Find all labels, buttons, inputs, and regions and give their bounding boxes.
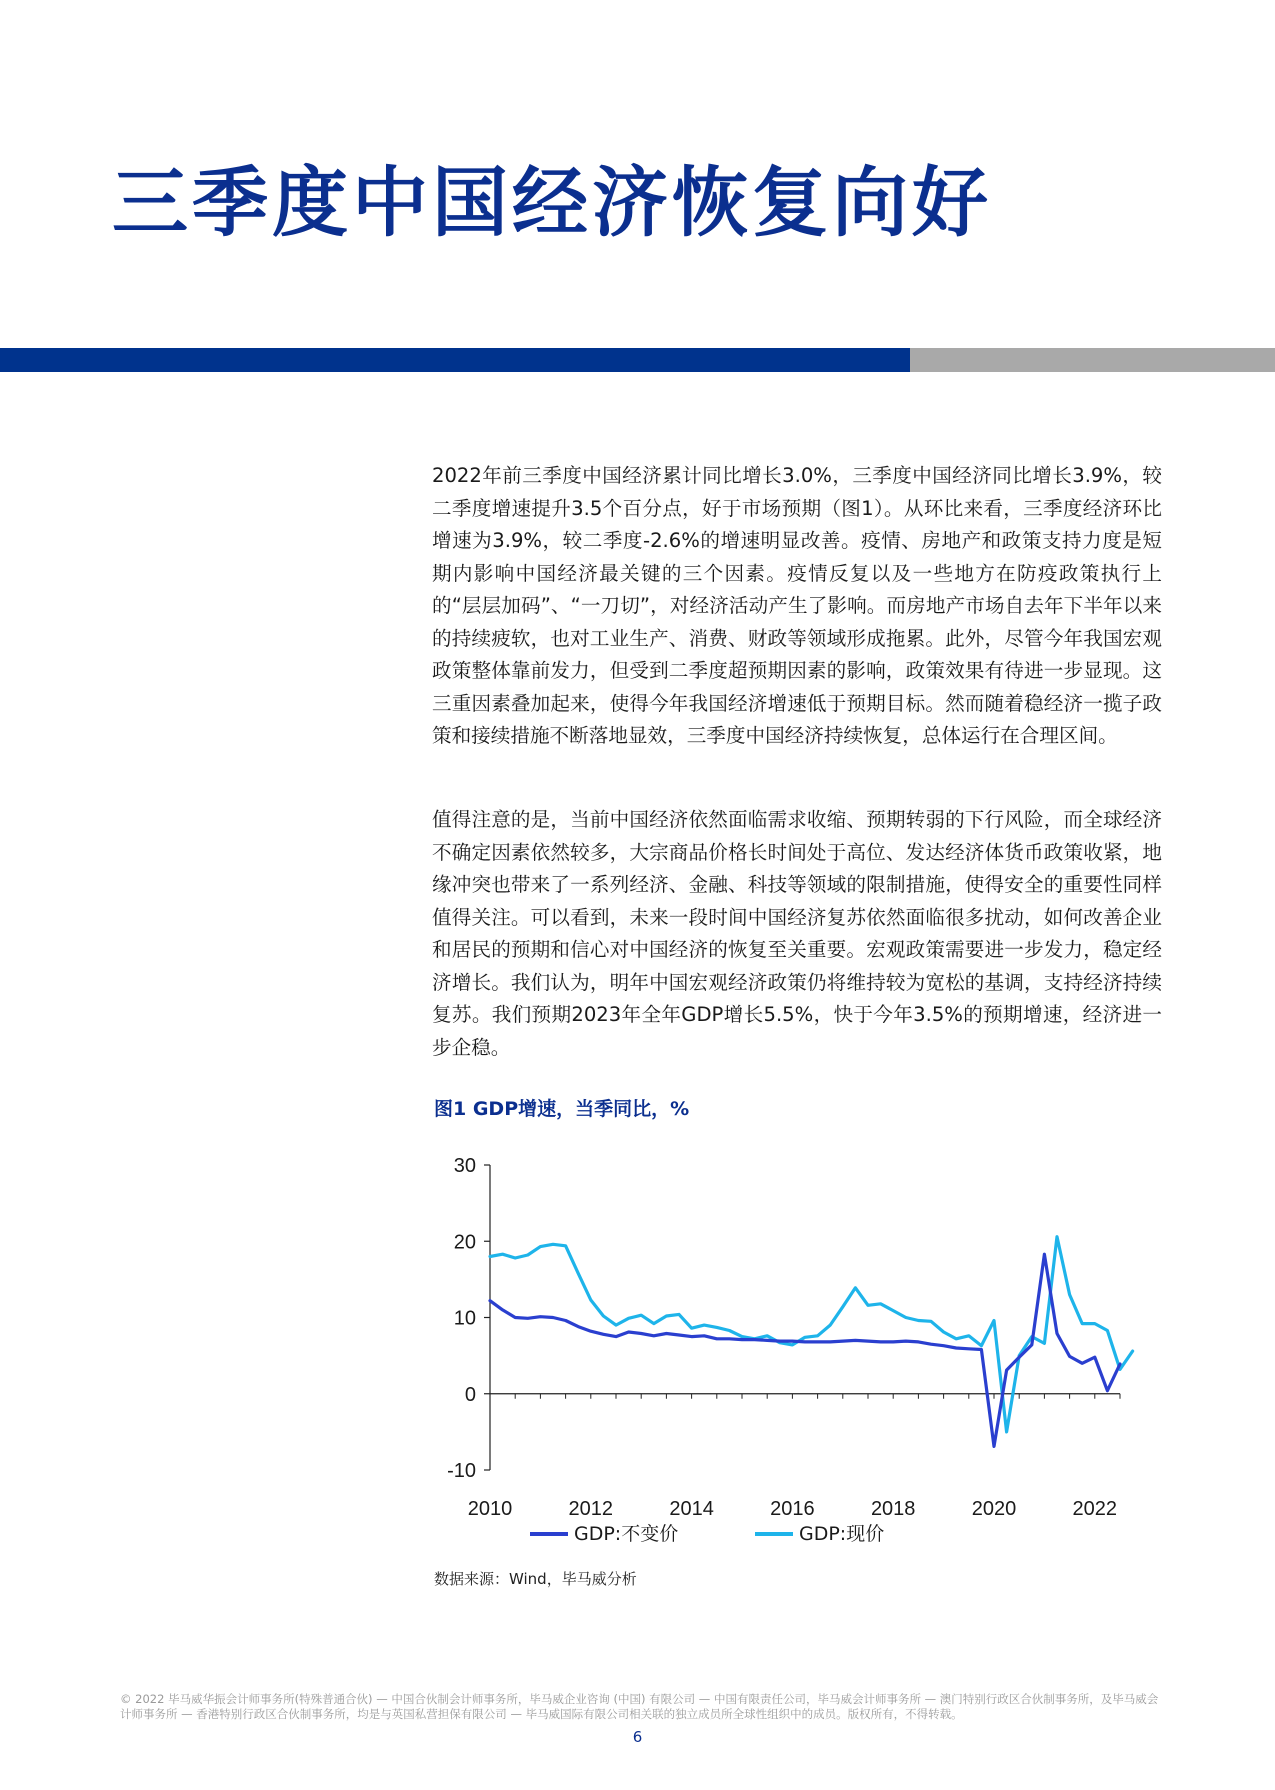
body-paragraph-1: 2022年前三季度中国经济累计同比增长3.0%，三季度中国经济同比增长3.9%，较二季度增速提升3.5个百分点，好于市场预期（图1）。从环比来看，三季度经济环比增速为3.9%，较二季度-2.6%的增速明显改善。疫情、房地产和政策支持力度是短期内影响中国经济最关键的三个因素。疫情反复以及一些地方在防疫政策执行上的“层层加码”、“一刀切”，对经济活动产生了影响。而房地产市场自去年下半年以来的持续疲软，也对工业生产、消费、财政等领域形成拖累。此外，尽管今年我国宏观政策整体靠前发力，但受到二季度超预期因素的影响，政策效果有待进一步显现。这三重因素叠加起来，使得今年我国经济增速低于预期目标。然而随着稳经济一揽子政策和接续措施不断落地显效，三季度中国经济持续恢复，总体运行在合理区间。 [432,464,1162,747]
series-line-nominal [490,1237,1133,1432]
x-tick-label: 2014 [669,1498,714,1520]
x-tick-label: 2010 [467,1498,513,1520]
legend-label-real: GDP:不变价 [574,1523,679,1545]
legend-label-nominal: GDP:现价 [799,1523,885,1545]
x-tick-label: 2018 [870,1498,916,1520]
data-source-note: 数据来源：Wind，毕马威分析 [434,1570,637,1588]
gdp-line-chart [420,1145,1140,1555]
y-tick-label: 20 [453,1231,476,1254]
copyright-footer: © 2022 毕马威华振会计师事务所(特殊普通合伙) — 中国合伙制会计师事务所，毕马威企业咨询 (中国) 有限公司 — 中国有限责任公司，毕马威会计师事务所 — 澳门特别行政区合伙制事务所，及毕马威会计师事务所 — 香港特别行政区合伙制事务所，均是与英国私营担保有限公司 — 毕马威国际有限公司相关联的独立成员所全球性组织中的成员。版权所有，不得转载。 [120,1692,1159,1721]
y-tick-label: -10 [447,1460,476,1482]
x-tick-label: 2012 [568,1498,614,1520]
x-tick-label: 2016 [770,1498,815,1520]
header-band-gray [910,348,1275,372]
figure-title: 图1 GDP增速，当季同比，% [434,1098,690,1120]
header-band-blue [0,348,910,372]
page-title: 三季度中国经济恢复向好 [112,158,992,247]
x-tick-label: 2020 [971,1498,1017,1520]
x-tick-label: 2022 [1072,1498,1118,1520]
y-tick-label: 10 [453,1307,476,1330]
body-paragraph-2: 值得注意的是，当前中国经济依然面临需求收缩、预期转弱的下行风险，而全球经济不确定因素依然较多，大宗商品价格长时间处于高位、发达经济体货币政策收紧，地缘冲突也带来了一系列经济、金融、科技等领域的限制措施，使得安全的重要性同样值得关注。可以看到，未来一段时间中国经济复苏依然面临很多扰动，如何改善企业和居民的预期和信心对中国经济的恢复至关重要。宏观政策需要进一步发力，稳定经济增长。我们认为，明年中国宏观经济政策仍将维持较为宽松的基调，支持经济持续复苏。我们预期2023年全年GDP增长5.5%，快于今年3.5%的预期增速，经济进一步企稳。 [432,808,1162,1059]
y-tick-label: 0 [464,1383,476,1406]
page-number: 6 [632,1728,643,1746]
y-tick-label: 30 [453,1155,476,1177]
